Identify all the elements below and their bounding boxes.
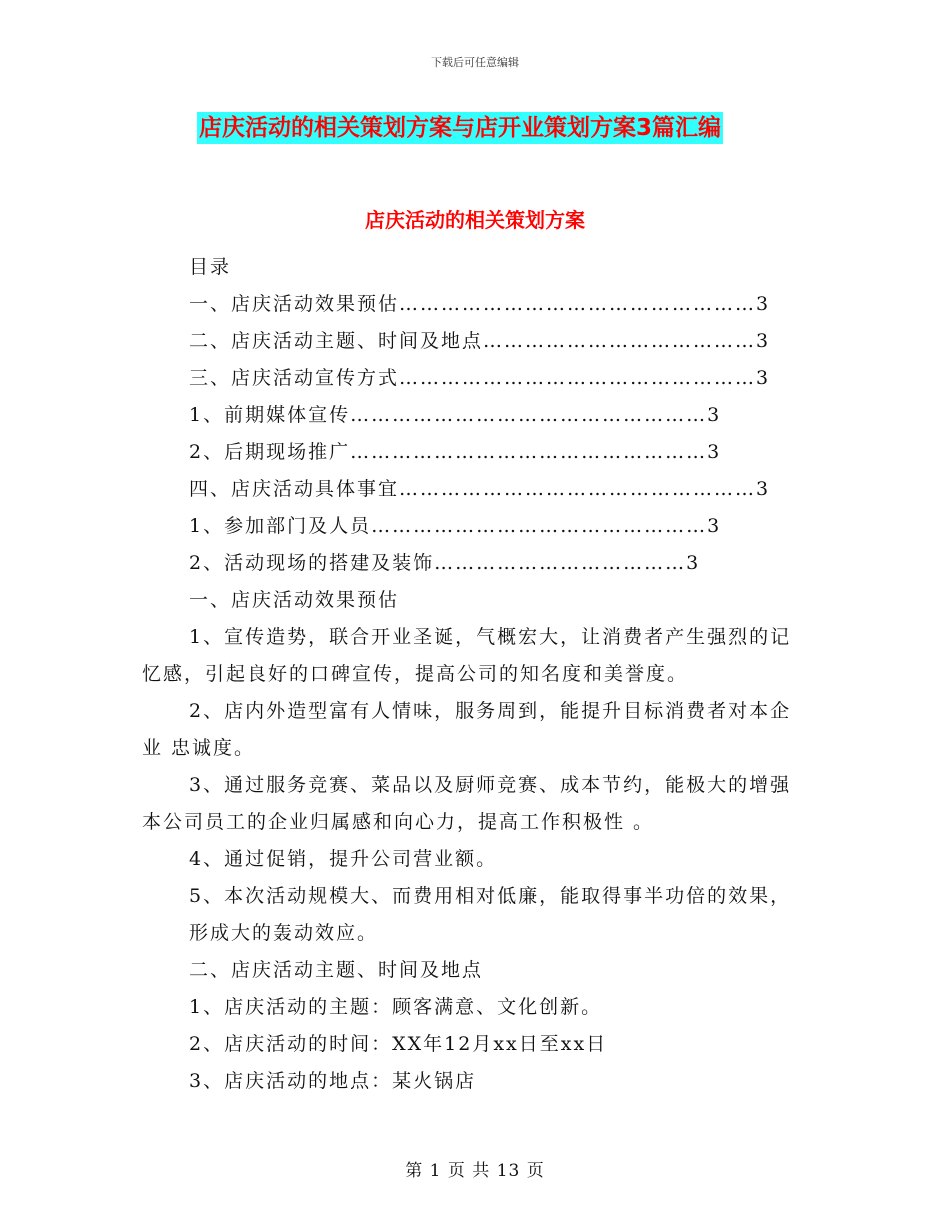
toc-entry: 2、活动现场的搭建及装饰………………………………3: [189, 552, 701, 574]
section-heading: 二、店庆活动主题、时间及地点: [189, 959, 484, 981]
toc-entry: 四、店庆活动具体事宜……………………………………………3: [189, 478, 771, 500]
toc-entry: 三、店庆活动宣传方式……………………………………………3: [189, 367, 771, 389]
page-number-footer: 第 1 页 共 13 页: [405, 1161, 545, 1181]
toc-heading: 目录: [189, 256, 232, 278]
toc-entry: 1、参加部门及人员…………………………………………3: [189, 515, 722, 537]
paragraph-line: 1、宣传造势，联合开业圣诞，气概宏大，让消费者产生强烈的记: [189, 626, 792, 648]
document-main-title: 店庆活动的相关策划方案与店开业策划方案3篇汇编: [197, 112, 723, 144]
toc-entry: 2、后期现场推广……………………………………………3: [189, 441, 722, 463]
section-title: 店庆活动的相关策划方案: [365, 208, 585, 232]
toc-entry: 二、店庆活动主题、时间及地点…………………………………3: [189, 330, 771, 352]
paragraph-line: 3、店庆活动的地点：某火锅店: [189, 1070, 477, 1092]
toc-entry: 1、前期媒体宣传……………………………………………3: [189, 404, 722, 426]
paragraph-line: 业 忠诚度。: [142, 737, 256, 759]
paragraph-line: 4、通过促销，提升公司营业额。: [189, 848, 498, 870]
paragraph-line: 2、店内外造型富有人情味，服务周到，能提升目标消费者对本企: [189, 700, 792, 722]
paragraph-line: 形成大的轰动效应。: [189, 922, 379, 944]
paragraph-line: 本公司员工的企业归属感和向心力，提高工作积极性 。: [142, 811, 655, 833]
paragraph-line: 1、店庆活动的主题：顾客满意、文化创新。: [189, 996, 603, 1018]
section-heading: 一、店庆活动效果预估: [189, 589, 400, 611]
header-note: 下载后可任意编辑: [431, 56, 519, 69]
paragraph-line: 5、本次活动规模大、而费用相对低廉，能取得事半功倍的效果，: [189, 885, 792, 907]
toc-entry: 一、店庆活动效果预估……………………………………………3: [189, 293, 771, 315]
paragraph-line: 2、店庆活动的时间：XX年12月xx日至xx日: [189, 1033, 608, 1055]
paragraph-line: 忆感，引起良好的口碑宣传，提高公司的知名度和美誉度。: [142, 663, 689, 685]
paragraph-line: 3、通过服务竞赛、菜品以及厨师竞赛、成本节约，能极大的增强: [189, 774, 792, 796]
